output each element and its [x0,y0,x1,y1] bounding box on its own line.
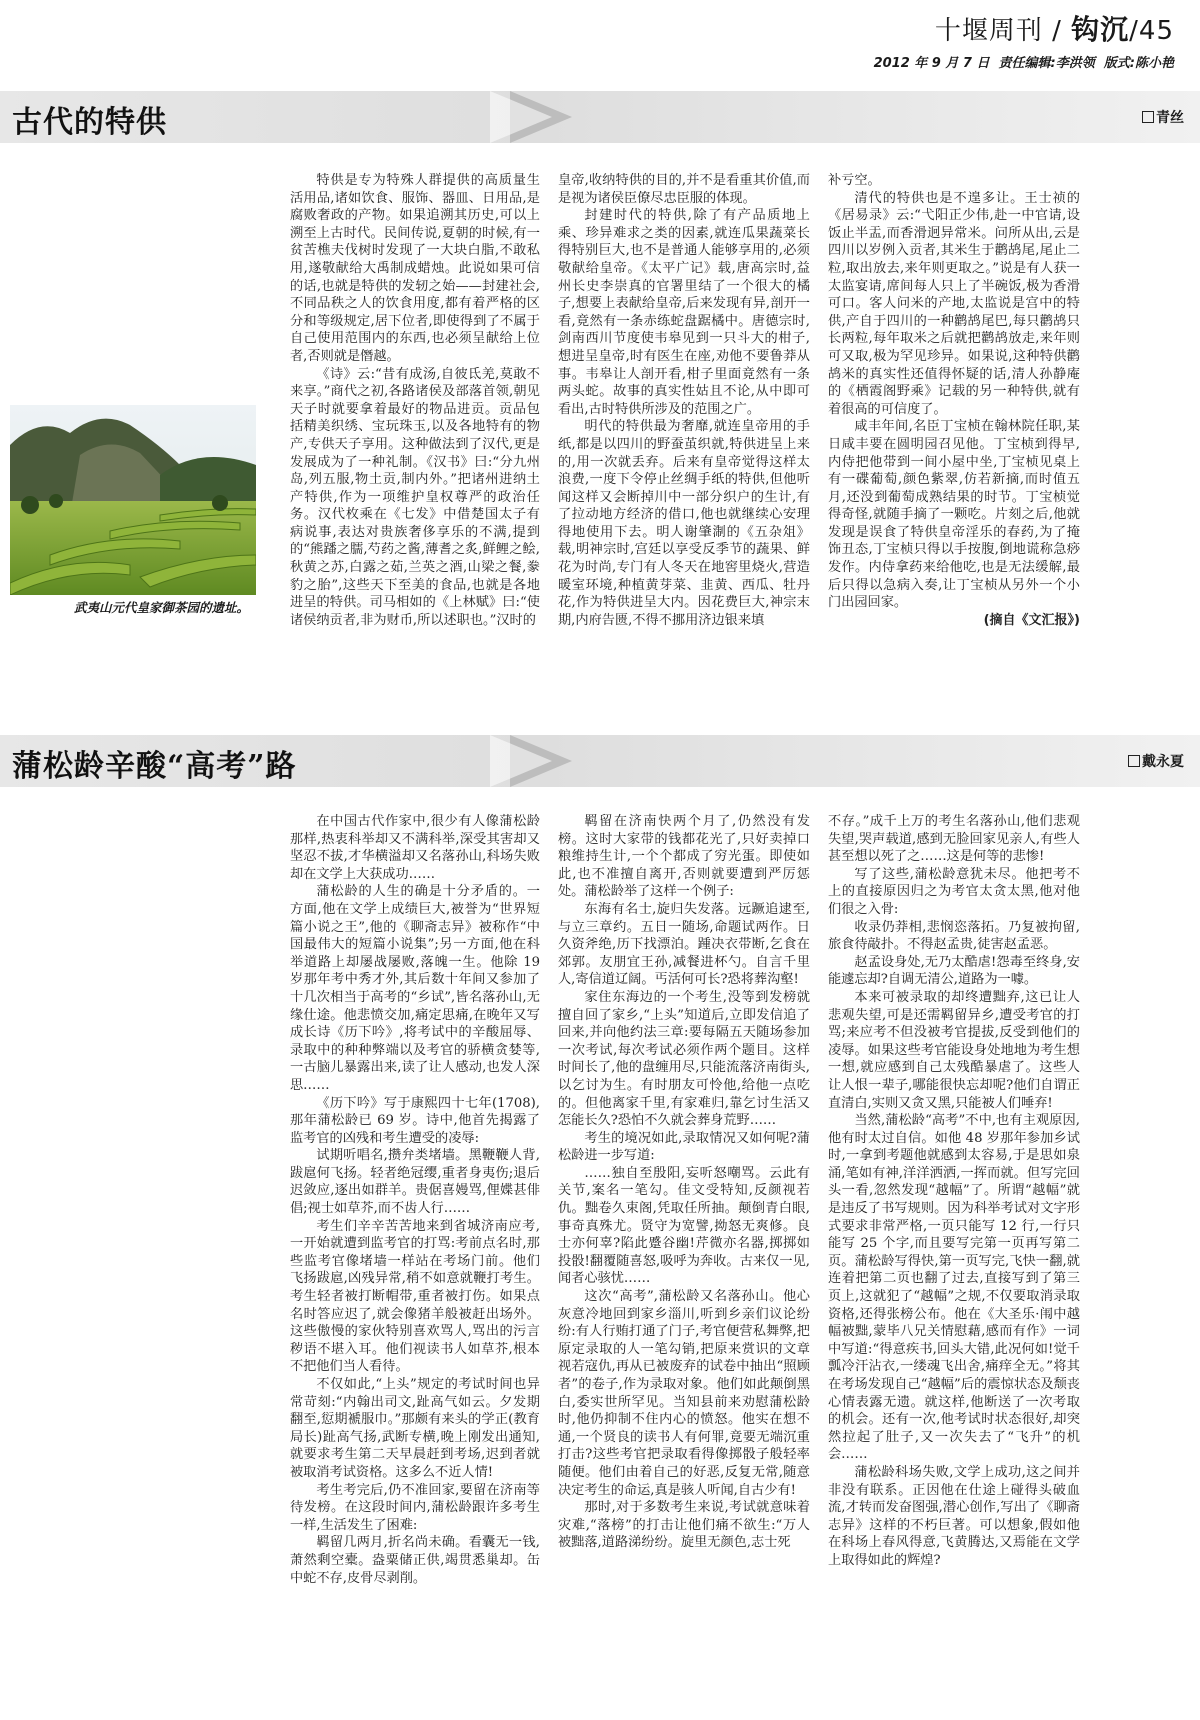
article1-column-2 [558,172,810,629]
paragraph: 《诗》云:“昔有成汤,自彼氐羌,莫敢不来享。”商代之初,各路诸侯及部落首领,朝见天子时就要拿着最好的物品进贡。贡品包括精美织绣、宝玩珠玉,以及各地特有的物产,专供天子享用。这种做法到了汉代,更是发展成为了一种礼制。《汉书》曰:“分九州岛,列五服,物土贡,制内外。”把诸州进纳土产特供,作为一项维护皇权尊严的政治任务。汉代枚乘在《七发》中借楚国太子有病说事,表达对贵族奢侈享乐的不满,提到的“熊蹯之臑,芍药之酱,薄耆之炙,鲜鲤之鲙,秋黄之苏,白露之茹,兰英之酒,山梁之餐,豢豹之胎”,这些天下至美的食品,也就是各地进呈的特供。司马相如的《上林赋》曰:“使诸侯纳贡者,非为财币,所以述职也。”汉时的 [290,366,540,628]
article2-title: 蒲松龄辛酸“高考”路 [12,749,297,784]
article1-column-1 [290,172,540,629]
tea-garden-photo [10,405,256,595]
paragraph: 当然,蒲松龄“高考”不中,也有主观原因,他有时太过自信。如他 48 岁那年参加乡试时,一拿到考题他就感到太容易,于是思如泉涌,笔如有神,洋洋洒洒,一挥而就。但写完回头一看,忽然发现“越幅”了。所谓“越幅”就是违反了书写规则。因为科举考试对文字形式要求非常严格,一页只能写 12 行,一行只能写 25 个字,而且要写完第一页再写第二页。蒲松龄写得快,第一页写完,飞快一翻,就连着把第二页也翻了过去,直接写到了第三页上,这就犯了“越幅”之规,不仅要取消录取资格,还得张榜公布。他在《大圣乐·闱中越幅被黜,蒙毕八兄关情慰藉,感而有作》一词中写道:“得意疾书,回头大错,此况何如!觉千瓢冷汗沾衣,一缕魂飞出舍,痛痒全无。”将其在考场发现自己“越幅”后的震惊状态及颓丧心情表露无遗。就这样,他断送了一次考取的机会。还有一次,他考试时状态很好,却突然拉起了肚子,又一次失去了“飞升”的机会…… [828,1113,1080,1463]
paragraph: 蒲松龄科场失败,文学上成功,这之间并非没有联系。正因他在仕途上碰得头破血流,才转而发奋图强,潜心创作,写出了《聊斋志异》这样的不朽巨著。可以想象,假如他在科场上春风得意,飞黄腾达,又焉能在文学上取得如此的辉煌? [828,1464,1080,1568]
paragraph: 那时,对于多数考生来说,考试就意味着灾难,“落榜”的打击让他们痛不欲生:“万人被黜落,道路涕纷纷。旋里无颜色,志士死 [558,1500,810,1551]
paragraph: 羁留在济南快两个月了,仍然没有发榜。这时大家带的钱都花光了,只好卖掉口粮维持生计,一个个都成了穷光蛋。即使如此,也不准擅自离开,否则就要遭到严厉惩处。蒲松龄举了这样一个例子: [558,814,810,900]
article2-header-bar [0,735,1200,787]
tea-garden-illustration [10,405,256,595]
photo-caption: 武夷山元代皇家御茶园的遗址。 [74,600,250,615]
paragraph: 家住东海边的一个考生,没等到发榜就擅自回了家乡,“上头”知道后,立即发信追了回来,并向他约法三章:要每隔五天随场参加一次考试,每次考试必须作两个题目。这样时间长了,他的盘缠用尽,只能流落济南街头,以乞讨为生。有时朋友可怜他,给他一点吃的。但他离家千里,有家难归,靠乞讨生活又怎能长久?恐怕不久就会葬身荒野…… [558,989,810,1129]
paragraph: 明代的特供最为奢靡,就连皇帝用的手纸,都是以四川的野蚕茧织就,特供进呈上来的,用一次就丢弃。后来有皇帝觉得这样太浪费,一度下令停止丝绸手纸的特供,但他听闻这样又会断掉川中一部分织户的生计,有了拉动地方经济的借口,他也就继续心安理得地使用下去。明人谢肇淛的《五杂俎》载,明神宗时,宫廷以享受反季节的蔬果、鲜花为时尚,专门有人冬天在地窖里烧火,营造暖室环境,种植黄芽菜、韭黄、西瓜、牡丹花,作为特供进呈大内。因花费巨大,神宗末期,内府告匮,不得不挪用济边银来填 [558,419,810,628]
article1-author: 青丝 [1142,107,1184,127]
paragraph: 本来可被录取的却终遭黜弃,这已让人悲观失望,可是还需羁留异乡,遭受考官的打骂;来应考不但没被考官提拔,反受到他们的凌辱。如果这些考官能设身处地地为考生想一想,就应感到自己太残酷暴虐了。这些人让人恨一辈子,哪能很快忘却呢?他们自谓正直清白,实则又贪又黑,只能被人们唾弃! [828,989,1080,1111]
article2-column-2 [558,813,810,1552]
masthead [874,8,1174,71]
article1-column-3 [828,172,1080,629]
paragraph: 考生考完后,仍不准回家,要留在济南等待发榜。在这段时间内,蒲松龄跟许多考生一样,生活发生了困难: [290,1482,540,1533]
paragraph: 补亏空。 [828,173,881,188]
section-name: 钩沉 [1071,13,1130,46]
paragraph: 考生的境况如此,录取情况又如何呢?蒲松龄进一步写道: [558,1130,810,1164]
article2-column-3 [828,813,1080,1570]
article2-author: 戴永夏 [1128,751,1184,771]
quoted-verse: ……独自至殷阳,妄听怒嘲骂。云此有关节,案名一笔勾。佳文受特知,反颜视若仇。黜卷久束阁,凭取任所抽。颠倒青白眼,事奇真殊尤。贤守为宽譬,拗怒无爽修。良士亦何辜?陷此蹙谷幽!芹微亦名器,掷掷如投骰!翻覆随喜怒,吸呼为奔收。古来仅一见,闻者心骇忧…… [558,1165,810,1287]
paragraph: 咸丰年间,名臣丁宝桢在翰林院任职,某日咸丰要在圆明园召见他。丁宝桢到得早,内侍把他带到一间小屋中坐,丁宝桢见桌上有一碟葡萄,颜色紫翠,仿若新摘,而时值五月,还没到葡萄成熟结果的时节。丁宝桢觉得奇怪,就随手摘了一颗吃。片刻之后,他就发现是误食了特供皇帝淫乐的春药,为了掩饰丑态,丁宝桢只得以手按腹,倒地谎称急痧发作。内侍拿药来给他吃,也是无法缓解,最后只得以急病入奏,让丁宝桢从另外一个小门出园回家。 [828,419,1080,611]
paragraph: 蒲松龄的人生的确是十分矛盾的。一方面,他在文学上成绩巨大,被誉为“世界短篇小说之王”,他的《聊斋志异》被称作“中国最伟大的短篇小说集”;另一方面,他在科举道路上却屡战屡败,落魄一生。他除 19 岁那年考中秀才外,其后数十年间又参加了十几次相当于高考的“乡试”,皆名落孙山,无缘仕途。他悲愤交加,痛定思痛,在晚年又写成长诗《历下吟》,将考试中的辛酸屈辱、录取中的种种弊端以及考官的骄横贪婪等,一古脑儿暴露出来,读了让人感动,也发人深思…… [290,884,540,1093]
paragraph: 写了这些,蒲松龄意犹未尽。他把考不上的直接原因归之为考官太贪太黑,他对他们很之入骨: [828,866,1080,917]
paragraph: 特供是专为特殊人群提供的高质量生活用品,诸如饮食、服饰、器皿、日用品,是腐败奢政的产物。如果追溯其历史,可以上溯至上古时代。民间传说,夏朝的时候,有一贫苦樵夫伐树时发现了一大块白脂,不敢私用,遂敬献给大禹制成蜡烛。此说如果可信的话,也就是特供的发轫之始——封建社会,不同品秩之人的饮食用度,都有着严格的区分和等级规定,居下位者,即使得到了不属于自己使用范围内的东西,也必须呈献给上位者,否则就是僭越。 [290,173,540,364]
quoted-verse: 羁留几两月,折名尚未确。看囊无一钱,萧然剩空橐。盎粟储正供,竭贯悉巢却。缶中蛇不存,皮骨尽剥削。 [290,1535,540,1586]
quoted-verse: 赵孟设身处,无乃太酷虐!怨毒至终身,安能遽忘却?自调无清公,道路为一噱。 [828,954,1080,988]
paragraph: 考生们辛辛苦苦地来到省城济南应考,一开始就遭到监考官的打骂:考前点名时,那些监考官像堵墙一样站在考场门前。他们飞扬跋扈,凶残异常,稍不如意就鞭打考生。考生轻者被打断帽带,重者被打伤。如果点名时答应迟了,就会像猪羊般被赶出场外。这些傲慢的家伙特别喜欢骂人,骂出的污言秽语不堪入耳。他们视读书人如草芥,根本不把他们当人看待。 [290,1218,540,1375]
paragraph: 清代的特供也是不遑多让。王士祯的《居易录》云:“弋阳正少伟,赴一中官请,设饭止半盂,而香滑迥异常米。问所从出,云是四川以岁例入贡者,其米生于鹳鸪尾,尾止二粒,取出放去,来年则更取之。”说是有人获一太监宴请,席间每人只上了半碗饭,极为香滑可口。客人问米的产地,太监说是宫中的特供,产自于四川的一种鹳鸪尾巴,每只鹳鸪只长两粒,每年取米之后就把鹳鸪放走,来年则可又取,极为罕见珍异。如果说,这种特供鹳鸪米的真实性还值得怀疑的话,清人孙静庵的《栖霞阁野乘》记载的另一种特供,就有着很高的可信度了。 [828,190,1080,417]
issue-date: 2012 年 9 月 7 日 [873,56,990,71]
quoted-verse: 收录仍莽相,悲悯恣落拓。乃复被拘留,旅食待敲扑。不得赵孟贵,徒害赵孟恶。 [828,919,1080,953]
layout-credit: 版式:陈小艳 [1103,56,1174,71]
paragraph: 不仅如此,“上头”规定的考试时间也异常苛刻:“内翰出司文,趾高气如云。夕发期翻至,愆期褫服巾。”那颇有来头的学正(教育局长)趾高气扬,武断专横,晚上刚发出通知,就要求考生第二天早晨赶到考场,迟到者就被取消考试资格。这多么不近人情! [290,1377,540,1480]
publication-name: 十堰周刊 [934,16,1043,46]
paragraph: 《历下吟》写于康熙四十七年(1708),那年蒲松龄已 69 岁。诗中,他首先揭露了监考官的凶残和考生遭受的凌辱: [290,1095,540,1146]
paragraph: 在中国古代作家中,很少有人像蒲松龄那样,热衷科举却又不满科举,深受其害却又坚忍不拔,才华横溢却又名落孙山,科场失败却在文学上大获成功…… [290,814,540,882]
page-number: /45 [1129,16,1174,46]
publication-title: 十堰周刊 / 钩沉/45 [934,13,1174,46]
article1-header-bar [0,91,1200,143]
paragraph: 不存。”成千上万的考生名落孙山,他们悲观失望,哭声载道,感到无脸回家见亲人,有些人甚至想以死了之……这是何等的悲惨! [828,814,1080,865]
article2-column-1 [290,813,540,1587]
article1-title: 古代的特供 [12,105,167,140]
paragraph: 封建时代的特供,除了有产品质地上乘、珍异难求之类的因素,就连瓜果蔬菜长得特别巨大,也不是普通人能够享用的,必须敬献给皇帝。《太平广记》载,唐高宗时,益州长史李崇真的官署里结了一个很大的橘子,想要上表献给皇帝,后来发现有异,剖开一看,竟然有一条赤练蛇盘踞橘中。唐德宗时,剑南西川节度使韦皋见到一只斗大的柑子,想进呈皇帝,时有医生在座,劝他不要鲁莽从事。韦皋让人剖开看,柑子里面竟然有一条两头蛇。故事的真实性姑且不论,从中即可看出,古时特供所涉及的范围之广。 [558,208,810,417]
article1-source: (摘自《文汇报》) [983,612,1080,628]
editor-credit: 责任编辑:李洪领 [998,56,1095,71]
issue-info [874,52,1174,71]
paragraph: 皇帝,收纳特供的目的,并不是看重其价值,而是视为诸侯臣僚尽忠臣服的体现。 [558,173,810,206]
quoted-verse: 东海有名士,旋归失发落。远蹶追逮至,与立三章约。五日一随场,命题试两作。日久资斧绝,历下找漂泊。踵决衣带断,乞食在郊郭。友朋宜王孙,减餐进杯勺。自言千里人,寄信道辽阔。丐活何可长?恐将葬沟壑! [558,901,810,988]
quoted-verse: 试期听唱名,攒弁类堵墙。黑鞭鞭人背,跋扈何飞扬。轻者绝冠缨,重者身夷伤;退后迟敛应,逐出如群羊。贵倨喜嫚骂,俚媟甚俳倡;视士如草芥,而不齿人行…… [290,1148,540,1217]
paragraph: 这次“高考”,蒲松龄又名落孙山。他心灰意冷地回到家乡淄川,听到乡亲们议论纷纷:有人行贿打通了门子,考官便营私舞弊,把原定录取的人一笔勾销,把原来赏识的文章视若寇仇,再从已被废弃的试卷中抽出“照顾者”的卷子,作为录取对象。他们如此颠倒黑白,委实世所罕见。当知县前来劝慰蒲松龄时,他仍抑制不住内心的愤怒。他实在想不通,一个贤良的读书人有何罪,竟要无端沉重打击?这些考官把录取看得像掷骰子般轻率随便。他们由着自己的好恶,反复无常,随意决定考生的命运,真是骇人听闻,自古少有! [558,1289,810,1498]
